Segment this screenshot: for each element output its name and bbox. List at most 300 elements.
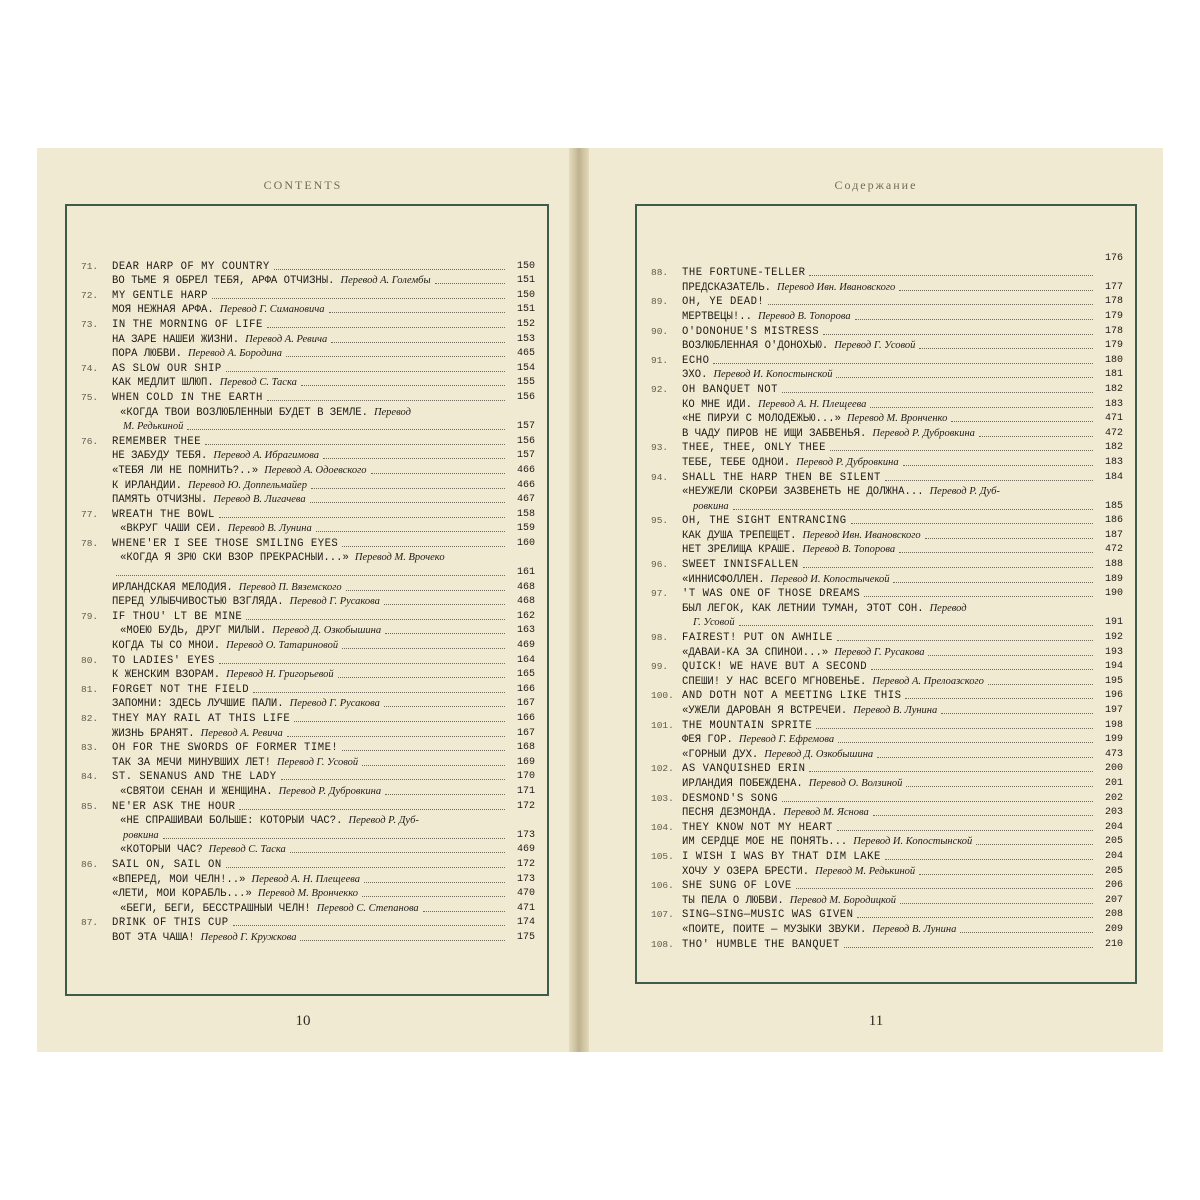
- entry-title: «ГОРНЫЙ ДУХ.: [682, 748, 759, 761]
- entry-title: «ВКРУГ ЧАШИ СЕЙ.: [120, 523, 222, 536]
- dot-leader: [782, 392, 1093, 393]
- entry-title: НА ЗАРЕ НАШЕЙ ЖИЗНИ.: [112, 333, 240, 346]
- entry-title: ТЕБЕ, ТЕБЕ ОДНОЙ.: [682, 456, 791, 469]
- dot-leader: [362, 896, 505, 897]
- toc-entry: [81, 769, 535, 784]
- entry-number: 76.: [81, 435, 99, 447]
- entry-translator: Перевод О. Волзиной: [808, 777, 903, 789]
- entry-title: ЗАПОМНИ: ЗДЕСЬ ЛУЧШИЕ ПАЛИ.: [112, 698, 284, 711]
- entry-page-number: 209: [1104, 923, 1123, 935]
- entry-page-number: 170: [516, 771, 535, 783]
- dot-leader: [809, 771, 1093, 772]
- dot-leader: [342, 648, 505, 649]
- toc-entry: [81, 856, 535, 871]
- toc-entry: [651, 775, 1123, 790]
- entry-page-number: 189: [1104, 573, 1123, 585]
- entry-page-number: 468: [516, 581, 535, 593]
- toc-entry: [651, 323, 1123, 338]
- entry-number: 88.: [651, 267, 669, 279]
- entry-title: MY GENTLE HARP: [112, 289, 209, 302]
- entry-title: «СВЯТОЙ СЕНАН И ЖЕНЩИНА.: [120, 785, 273, 798]
- entry-title: МОЯ НЕЖНАЯ АРФА.: [112, 304, 214, 317]
- entry-title: OH BANQUET NOT: [682, 383, 779, 396]
- toc-entry: [81, 725, 535, 740]
- entry-page-number: 188: [1104, 559, 1123, 571]
- dot-leader: [838, 742, 1093, 743]
- entry-title: ПОРА ЛЮБВИ.: [112, 348, 182, 361]
- entry-page-number: 190: [1104, 588, 1123, 600]
- dot-leader: [733, 509, 1093, 510]
- toc-entry: [651, 513, 1123, 528]
- dot-leader: [836, 377, 1093, 378]
- toc-entry: [81, 462, 535, 477]
- toc-entry: [651, 425, 1123, 440]
- entry-translator: Перевод А. Н. Плещеева: [757, 398, 867, 410]
- dot-leader: [435, 283, 505, 284]
- entry-title: ИРЛАНДСКАЯ МЕЛОДИЯ.: [112, 581, 233, 594]
- entry-page-number: 153: [516, 333, 535, 345]
- entry-translator: Перевод В. Лунина: [853, 705, 938, 716]
- dot-leader: [267, 400, 505, 401]
- toc-entry: [81, 783, 535, 798]
- entry-number: 84.: [81, 771, 99, 783]
- entry-title: ТЫ ПЕЛА О ЛЮБВИ.: [682, 894, 784, 907]
- left-page: [37, 148, 569, 1052]
- entry-page-number: 175: [516, 931, 535, 943]
- entry-title: WHENE'ER I SEE THOSE SMILING EYES: [112, 537, 339, 550]
- entry-title: «КОТОРЫЙ ЧАС?: [120, 844, 203, 857]
- entry-page-number: 182: [1104, 383, 1123, 395]
- dot-leader: [857, 917, 1093, 918]
- entry-page-number: 156: [516, 435, 535, 447]
- entry-page-number: 184: [1104, 471, 1123, 483]
- entry-translator: ровкина: [693, 500, 729, 512]
- entry-title: НЕТ ЗРЕЛИЩА КРАШЕ.: [682, 544, 797, 557]
- entry-title: «ПОЙТЕ, ПОЙТЕ — МУЗЫКИ ЗВУКИ.: [682, 923, 867, 936]
- entry-page-number: 467: [516, 494, 535, 506]
- toc-entry: [651, 484, 1123, 499]
- entry-page-number: 154: [516, 362, 535, 374]
- entry-number: 103.: [651, 792, 674, 804]
- entry-page-number: 207: [1104, 894, 1123, 906]
- entry-translator: Перевод М. Вронченко: [846, 413, 948, 425]
- entry-page-number: 165: [516, 669, 535, 681]
- toc-entry: [651, 294, 1123, 309]
- entry-number: 74.: [81, 362, 99, 374]
- dot-leader: [300, 940, 505, 941]
- toc-entry: [651, 440, 1123, 455]
- entry-page-number: 191: [1104, 617, 1123, 629]
- entry-title: ИМ СЕРДЦЕ МОЕ НЕ ПОНЯТЬ...: [682, 836, 848, 849]
- toc-entry: [81, 273, 535, 288]
- dot-leader: [310, 502, 505, 503]
- entry-title: ПРЕДСКАЗАТЕЛЬ.: [682, 281, 772, 294]
- entry-page-number: 471: [1104, 413, 1123, 425]
- entry-page-number: 472: [1104, 427, 1123, 439]
- entry-page-number: 183: [1104, 398, 1123, 410]
- toc-entry: [651, 907, 1123, 922]
- entry-title: «КОГДА Я ЗРЮ СКИ ВЗОР ПРЕКРАСНЫЙ...»: [120, 552, 349, 565]
- entry-title: ПЕСНЯ ДЕЗМОНДА.: [682, 807, 778, 820]
- toc-entry: [81, 287, 535, 302]
- dot-leader: [905, 698, 1093, 699]
- dot-leader: [219, 517, 505, 518]
- entry-page-number: 177: [1104, 281, 1123, 293]
- entry-page-number: 173: [516, 829, 535, 841]
- entry-translator: Перевод Ивн. Ивановского: [777, 281, 896, 293]
- entry-title: КОГДА ТЫ СО МНОЙ.: [112, 640, 221, 653]
- toc-entry: [81, 433, 535, 448]
- toc-entry: [651, 878, 1123, 893]
- toc-entry: [651, 805, 1123, 820]
- entry-title: «ВПЕРЕД, МОЙ ЧЕЛН!..»: [112, 873, 246, 886]
- dot-leader: [906, 786, 1093, 787]
- dot-leader: [925, 538, 1093, 539]
- toc-entry: [81, 637, 535, 652]
- entry-translator: Перевод Р. Дуб-: [929, 486, 1000, 498]
- toc-entry: [81, 448, 535, 463]
- entry-title: ПЕРЕД УЛЫБЧИВОСТЬЮ ВЗГЛЯДА.: [112, 596, 284, 609]
- entry-translator: Перевод А. Ревича: [245, 333, 328, 345]
- entry-title: «НЕУЖЕЛИ СКОРБИ ЗАЗВЕНЕТЬ НЕ ДОЛЖНА...: [682, 486, 924, 499]
- dot-leader: [873, 815, 1093, 816]
- entry-number: 100.: [651, 690, 674, 702]
- entry-page-number: 157: [516, 421, 535, 433]
- entry-translator: Перевод Г. Ефремова: [738, 734, 835, 746]
- dot-leader: [899, 290, 1093, 291]
- entry-translator: Перевод А. Одоевского: [264, 464, 367, 476]
- toc-entry: [651, 717, 1123, 732]
- entry-title: «КОГДА ТВОЙ ВОЗЛЮБЛЕННЫЙ БУДЕТ В ЗЕМЛЕ.: [120, 406, 368, 419]
- entry-page-number: 172: [516, 800, 535, 812]
- dot-leader: [871, 669, 1093, 670]
- dot-leader: [294, 721, 505, 722]
- entry-title: КАК ДУША ТРЕПЕЩЕТ.: [682, 529, 797, 542]
- entry-translator: Перевод М. Яснова: [783, 807, 869, 819]
- entry-title: AS VANQUISHED ERIN: [682, 763, 806, 776]
- entry-translator: ровкина: [123, 829, 159, 841]
- dot-leader: [233, 925, 505, 926]
- dot-leader: [246, 619, 505, 620]
- entry-page-number: 180: [1104, 354, 1123, 366]
- entry-translator: Перевод М. Редькиной: [815, 865, 916, 877]
- entry-title: DRINK OF THIS CUP: [112, 917, 229, 930]
- dot-leader: [988, 684, 1093, 685]
- entry-title: AND DOTH NOT A MEETING LIKE THIS: [682, 690, 902, 703]
- entry-page-number: 176: [1104, 252, 1123, 264]
- entry-title: THEE, THEE, ONLY THEE: [682, 442, 827, 455]
- entry-number: 85.: [81, 800, 99, 812]
- page-number: 10: [295, 1013, 311, 1029]
- entry-translator: Перевод М. Бородицкой: [789, 894, 896, 906]
- entry-title: SAIL ON, SAIL ON: [112, 858, 222, 871]
- dot-leader: [951, 421, 1093, 422]
- dot-leader: [809, 275, 1093, 276]
- entry-translator: Перевод И. Копостынской: [853, 836, 973, 848]
- toc-entry: [81, 754, 535, 769]
- entry-page-number: 465: [516, 348, 535, 360]
- entry-translator: Перевод А. Ибрагимова: [213, 450, 320, 462]
- entry-translator: Перевод А. Бородина: [187, 348, 283, 360]
- entry-title: «ИННИСФОЛЛЕН.: [682, 573, 765, 586]
- entry-page-number: 199: [1104, 734, 1123, 746]
- toc-entry: [81, 375, 535, 390]
- dot-leader: [362, 765, 505, 766]
- entry-title: THE MOUNTAIN SPRITE: [682, 719, 813, 732]
- entry-page-number: 160: [516, 537, 535, 549]
- toc-entry: [651, 352, 1123, 367]
- dot-leader: [885, 859, 1093, 860]
- entry-title: THEY KNOW NOT MY HEART: [682, 821, 833, 834]
- entry-title: THEY MAY RAIL AT THIS LIFE: [112, 713, 291, 725]
- entry-title: «БЕГИ, БЕГИ, БЕССТРАШНЫЙ ЧЕЛН!: [120, 902, 311, 915]
- toc-entry: [81, 842, 535, 857]
- page-number: 11: [868, 1013, 884, 1029]
- entry-title: AS SLOW OUR SHIP: [112, 362, 222, 375]
- dot-leader: [864, 596, 1093, 597]
- entry-translator: Перевод С. Таска: [208, 844, 286, 856]
- entry-translator: Перевод И. Копостынской: [713, 369, 833, 381]
- dot-leader: [893, 582, 1093, 583]
- dot-leader: [331, 342, 505, 343]
- toc-entry: [651, 629, 1123, 644]
- dot-leader: [870, 407, 1093, 408]
- entry-title: THO' HUMBLE THE BANQUET: [682, 938, 840, 951]
- entry-title: IN THE MORNING OF LIFE: [112, 318, 263, 331]
- entry-page-number: 174: [516, 917, 535, 929]
- entry-number: 77.: [81, 508, 99, 520]
- entry-title: К ИРЛАНДИИ.: [112, 479, 182, 492]
- entry-translator: Перевод М. Врончекко: [257, 888, 358, 900]
- dot-leader: [885, 480, 1093, 481]
- contents-list: [81, 258, 535, 944]
- toc-entry: [651, 498, 1123, 513]
- toc-entry: [81, 419, 535, 434]
- toc-entry: [651, 702, 1123, 717]
- entry-number: 98.: [651, 632, 669, 644]
- dot-leader: [267, 327, 505, 328]
- dot-leader: [163, 838, 505, 839]
- entry-page-number: 162: [516, 610, 535, 622]
- entry-number: 107.: [651, 909, 674, 921]
- toc-entry: [81, 564, 535, 579]
- toc-entry: [651, 586, 1123, 601]
- toc-entry: [651, 556, 1123, 571]
- entry-title: I WISH I WAS BY THAT DIM LAKE: [682, 850, 881, 863]
- toc-entry: [81, 331, 535, 346]
- toc-entry: [651, 527, 1123, 542]
- dot-leader: [323, 458, 505, 459]
- entry-number: 79.: [81, 610, 99, 622]
- entry-page-number: 172: [516, 858, 535, 870]
- dot-leader: [316, 531, 505, 532]
- entry-title: SWEET INNISFALLEN: [682, 559, 799, 572]
- entry-translator: Перевод Г. Кружкова: [200, 931, 297, 943]
- entry-title: WHEN COLD IN THE EARTH: [112, 391, 263, 404]
- entry-translator: Перевод О. Татариновой: [226, 640, 339, 652]
- entry-translator: Перевод Р. Дубровкина: [278, 785, 382, 797]
- entry-number: 93.: [651, 442, 669, 454]
- entry-page-number: 186: [1104, 515, 1123, 527]
- toc-entry: [651, 936, 1123, 951]
- entry-title: КАК МЕДЛИТ ШЛЮП.: [112, 377, 214, 390]
- entry-page-number: 178: [1104, 296, 1123, 308]
- entry-page-number: 200: [1104, 763, 1123, 775]
- dot-leader: [384, 604, 505, 605]
- entry-page-number: 161: [516, 567, 535, 579]
- toc-entry: [81, 667, 535, 682]
- toc-entry: [81, 535, 535, 550]
- dot-leader: [768, 304, 1093, 305]
- entry-title: СПЕШИ! У НАС ВСЕГО МГНОВЕНЬЕ.: [682, 675, 867, 688]
- dot-leader: [960, 932, 1093, 933]
- entry-page-number: 169: [516, 756, 535, 768]
- toc-entry: [651, 367, 1123, 382]
- entry-page-number: 158: [516, 508, 535, 520]
- entry-translator: Перевод А. Прелоазского: [872, 675, 984, 687]
- dot-leader: [919, 874, 1093, 875]
- entry-page-number: 204: [1104, 850, 1123, 862]
- dot-leader: [823, 334, 1093, 335]
- entry-number: 92.: [651, 383, 669, 395]
- dot-leader: [385, 633, 505, 634]
- toc-entry: [81, 900, 535, 915]
- toc-entry: [81, 886, 535, 901]
- entry-number: 87.: [81, 917, 99, 929]
- entry-page-number: 151: [516, 275, 535, 287]
- entry-title: ВО ТЬМЕ Я ОБРЕЛ ТЕБЯ, АРФА ОТЧИЗНЫ.: [112, 275, 335, 288]
- entry-page-number: 469: [516, 844, 535, 856]
- entry-title: ECHO: [682, 354, 710, 367]
- dot-leader: [371, 473, 506, 474]
- entry-translator: Перевод Г. Русакова: [834, 646, 925, 658]
- entry-translator: Перевод: [373, 406, 411, 418]
- toc-entry: [81, 929, 535, 944]
- entry-page-number: 167: [516, 698, 535, 710]
- entry-number: 89.: [651, 296, 669, 308]
- toc-entry: [81, 798, 535, 813]
- entry-number: 99.: [651, 661, 669, 673]
- entry-translator: Перевод А. Голембы: [340, 275, 431, 287]
- entry-page-number: 203: [1104, 807, 1123, 819]
- toc-entry: [81, 827, 535, 842]
- dot-leader: [941, 713, 1093, 714]
- entry-title: DEAR HARP OF MY COUNTRY: [112, 260, 270, 273]
- toc-entry: [651, 761, 1123, 776]
- entry-page-number: 468: [516, 596, 535, 608]
- entry-number: 81.: [81, 683, 99, 695]
- dot-leader: [226, 867, 505, 868]
- entry-title: К ЖЕНСКИМ ВЗОРАМ.: [112, 669, 221, 682]
- dot-leader: [855, 319, 1093, 320]
- entry-title: «НЕ ПИРУЙ С МОЛОДЕЖЬЮ...»: [682, 413, 841, 426]
- entry-page-number: 204: [1104, 821, 1123, 833]
- entry-page-number: 210: [1104, 938, 1123, 950]
- toc-entry: [81, 477, 535, 492]
- toc-entry: [81, 915, 535, 930]
- dot-leader: [329, 312, 505, 313]
- entry-title: QUICK! WE HAVE BUT A SECOND: [682, 661, 868, 674]
- contents-list: [651, 250, 1123, 951]
- entry-title: OH, YE DEAD!: [682, 296, 765, 309]
- entry-translator: Перевод М. Врочеко: [354, 552, 445, 564]
- entry-page-number: 156: [516, 391, 535, 403]
- entry-number: 75.: [81, 391, 99, 403]
- dot-leader: [816, 728, 1093, 729]
- dot-leader: [919, 348, 1093, 349]
- toc-entry: [81, 652, 535, 667]
- entry-title: NE'ER ASK THE HOUR: [112, 800, 236, 813]
- dot-leader: [311, 488, 505, 489]
- entry-number: 91.: [651, 354, 669, 366]
- entry-translator: М. Редькиной: [123, 421, 184, 433]
- entry-page-number: 205: [1104, 836, 1123, 848]
- entry-translator: Перевод В. Топорова: [802, 544, 896, 556]
- entry-translator: Перевод: [929, 602, 967, 614]
- dot-leader: [837, 640, 1093, 641]
- dot-leader: [219, 663, 505, 664]
- entry-number: 86.: [81, 858, 99, 870]
- toc-entry: [651, 469, 1123, 484]
- toc-entry: [81, 346, 535, 361]
- entry-title: ВОЗЛЮБЛЕННАЯ О'ДОНОХЬЮ.: [682, 340, 829, 353]
- entry-number: 71.: [81, 260, 99, 272]
- entry-translator: Перевод В. Лунина: [227, 523, 312, 535]
- entry-number: 95.: [651, 515, 669, 527]
- entry-number: 101.: [651, 719, 674, 731]
- entry-number: 106.: [651, 880, 674, 892]
- entry-page-number: 208: [1104, 909, 1123, 921]
- entry-translator: Перевод Г. Русакова: [289, 596, 380, 608]
- entry-page-number: 150: [516, 289, 535, 301]
- right-page: [589, 148, 1163, 1052]
- entry-title: ЭХО.: [682, 369, 708, 382]
- dot-leader: [239, 809, 505, 810]
- entry-title: МЕРТВЕЦЫ!..: [682, 310, 752, 323]
- entry-translator: Перевод П. Вяземского: [238, 581, 342, 593]
- dot-leader: [830, 450, 1093, 451]
- entry-page-number: 205: [1104, 865, 1123, 877]
- entry-title: ХОЧУ У ОЗЕРА БРЕСТИ.: [682, 865, 810, 878]
- entry-title: WREATH THE BOWL: [112, 508, 215, 521]
- toc-entry: [651, 250, 1123, 265]
- entry-title: FORGET NOT THE FIELD: [112, 683, 250, 696]
- book-spread: [37, 148, 1163, 1052]
- book-gutter: [569, 148, 589, 1052]
- toc-entry: [651, 600, 1123, 615]
- toc-entry: [81, 579, 535, 594]
- running-header: CONTENTS: [263, 178, 343, 192]
- toc-entry: [651, 381, 1123, 396]
- toc-entry: [651, 732, 1123, 747]
- toc-entry: [651, 411, 1123, 426]
- dot-leader: [346, 590, 505, 591]
- dot-leader: [979, 436, 1093, 437]
- entry-translator: Перевод Г. Симановича: [219, 304, 325, 316]
- entry-page-number: 197: [1104, 705, 1123, 716]
- entry-page-number: 179: [1104, 310, 1123, 322]
- entry-translator: Г. Усовой: [693, 617, 735, 629]
- entry-page-number: 179: [1104, 340, 1123, 352]
- entry-page-number: 163: [516, 625, 535, 637]
- entry-title: НЕ ЗАБУДУ ТЕБЯ.: [112, 450, 208, 463]
- entry-number: 108.: [651, 938, 674, 950]
- contents-frame: [65, 204, 549, 996]
- toc-entry: [651, 265, 1123, 280]
- entry-page-number: 202: [1104, 792, 1123, 804]
- entry-page-number: 183: [1104, 456, 1123, 468]
- dot-leader: [796, 888, 1093, 889]
